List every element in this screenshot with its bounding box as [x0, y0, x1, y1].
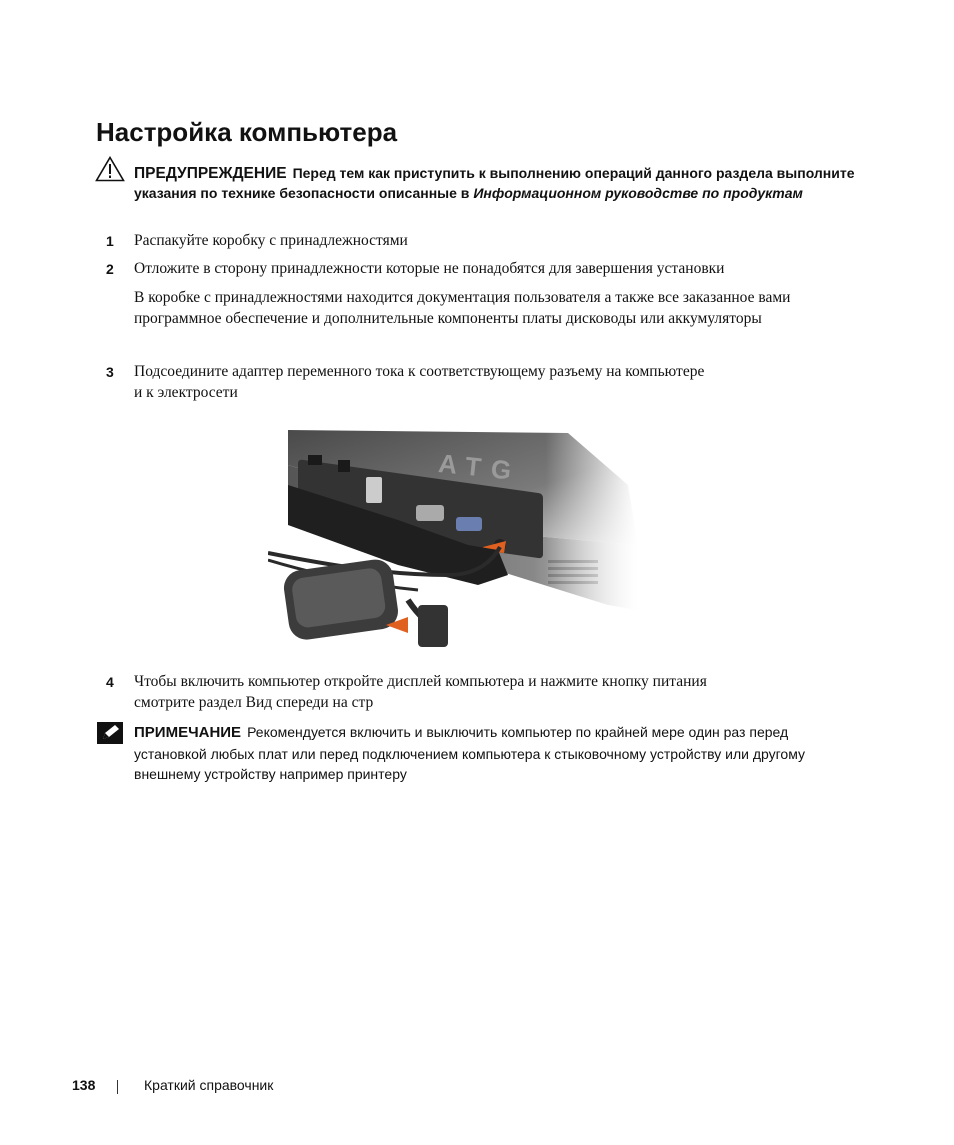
step-text: Распакуйте коробку с принадлежностями — [134, 232, 408, 249]
step-text-line: Чтобы включить компьютер откройте дисплей компьютера и нажмите кнопку питания — [134, 673, 707, 690]
step-number: 3 — [106, 364, 114, 380]
note-label: ПРИМЕЧАНИЕ — [134, 724, 242, 741]
step-number: 4 — [106, 674, 114, 690]
step-number: 1 — [106, 233, 114, 249]
page-title: Настройка компьютера — [96, 117, 398, 147]
step-number: 2 — [106, 261, 114, 277]
page-number: 138 — [72, 1077, 96, 1093]
note-pencil-icon — [97, 722, 123, 744]
step-text-line: Подсоедините адаптер переменного тока к соответствующему разъему на компьютере — [134, 363, 705, 380]
footer-divider — [117, 1080, 118, 1094]
step-text: Отложите в сторону принадлежности которые не понадобятся для завершения установки — [134, 260, 725, 277]
warning-block — [134, 164, 864, 203]
warning-text: Перед тем как приступить к выполнению операций данного раздела выполните указания по технике безопасности описанные в — [134, 165, 855, 201]
note-block — [134, 722, 864, 785]
warning-label: ПРЕДУПРЕЖДЕНИЕ — [134, 165, 287, 182]
warning-icon — [95, 156, 125, 182]
step-text-line: и к электросети — [134, 384, 238, 401]
ac-adapter-connection-illustration — [268, 425, 638, 657]
note-text: Рекомендуется включить и выключить компьютер по крайней мере один раз перед установкой любых плат или перед подключением компьютера к стыковочному устройству или другому внешнему устройству например принтеру — [134, 724, 805, 782]
footer-section-title: Краткий справочник — [144, 1077, 274, 1093]
step-paragraph: В коробке с принадлежностями находится документация пользователя а также все заказанное вами программное обеспечение и дополнительные компоненты платы дисководы или аккумуляторы — [134, 289, 791, 327]
step-text-line: смотрите раздел Вид спереди на стр — [134, 694, 374, 711]
product-guide-reference: Информационном руководстве по продуктам — [473, 184, 803, 201]
